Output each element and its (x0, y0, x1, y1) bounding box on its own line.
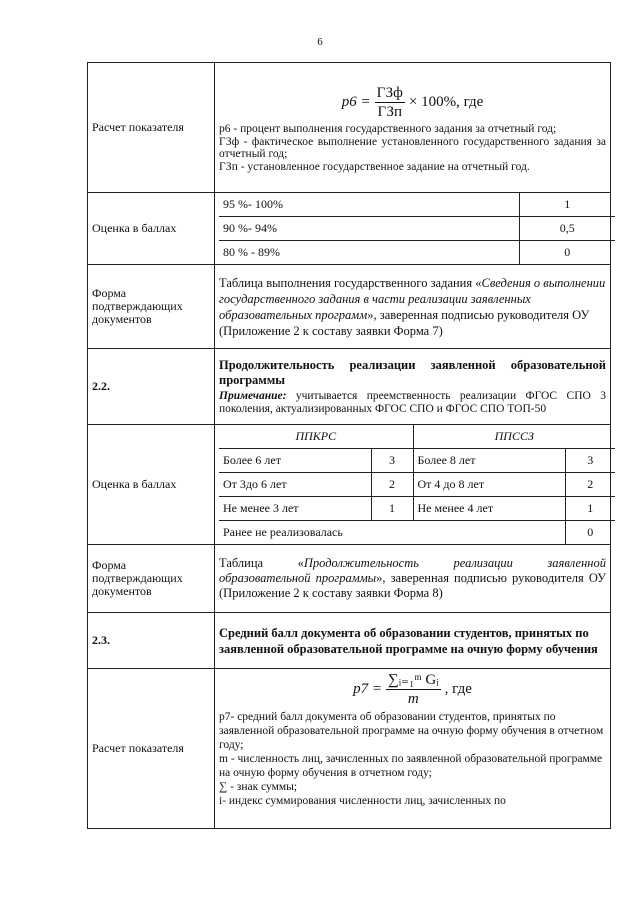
duration-score: 3 (371, 449, 413, 473)
table-row (88, 425, 611, 545)
row-label: Расчет показателя (88, 669, 215, 829)
doc-title: Продолжительность реализации заявленной образовательной программы (219, 556, 606, 585)
criteria-table (87, 62, 611, 829)
table-row (219, 521, 615, 545)
note-label: Примечание: (219, 390, 287, 402)
section-title: Продолжительность реализации заявленной образовательной программы (219, 358, 606, 387)
definition-line: m - численность лиц, зачисленных по заявленной образовательной программе на очную форму обучения в отчетном году; (219, 753, 603, 779)
formula-numerator: ∑ᵢ₌₁ᵐ Gᵢ (388, 672, 439, 688)
grades-table (219, 193, 615, 264)
doc-text: », заверенная подписью руководителя ОУ (Приложение 2 к составу заявки Форма 7) (219, 307, 590, 338)
duration-score: 1 (371, 497, 413, 521)
table-row (88, 193, 611, 265)
formula-denominator: m (407, 691, 419, 707)
section-title: Средний балл документа об образовании студентов, принятых по заявленной образовательной программе на очную форму обучения (219, 625, 598, 656)
definition-line: i- индекс суммирования численности лиц, зачисленных по (219, 795, 506, 807)
duration-score: 3 (565, 449, 615, 473)
row-label: Форма подтверждающих документов (88, 265, 215, 349)
grade-range: 90 %- 94% (219, 217, 519, 241)
formula-denominator: ГЗп (377, 104, 403, 120)
never-score: 0 (565, 521, 615, 545)
table-row (219, 473, 615, 497)
doc-text: Таблица « (219, 556, 304, 570)
formula-cell (215, 63, 611, 193)
table-row (88, 545, 611, 613)
row-label: Оценка в баллах (88, 425, 215, 545)
table-row (219, 497, 615, 521)
documents-cell (215, 545, 611, 613)
formula-lhs: p7 = (353, 681, 382, 697)
row-label: Расчет показателя (88, 63, 215, 193)
formula-lhs: p6 = (341, 94, 371, 110)
duration-range: От 4 до 8 лет (413, 473, 565, 497)
table-row (88, 613, 611, 669)
grades-cell (215, 193, 611, 265)
section-number: 2.3. (88, 613, 215, 669)
duration-score: 2 (371, 473, 413, 497)
row-label: Оценка в баллах (88, 193, 215, 265)
duration-range: Не менее 4 лет (413, 497, 565, 521)
table-row (219, 449, 615, 473)
section-cell (215, 349, 611, 425)
definition-line: ∑ - знак суммы; (219, 781, 298, 793)
section-number: 2.2. (88, 349, 215, 425)
row-label: Форма подтверждающих документов (88, 545, 215, 613)
formula-rhs: × 100%, где (408, 94, 484, 110)
grade-score: 1 (519, 193, 615, 217)
table-row (88, 349, 611, 425)
grade-range: 95 %- 100% (219, 193, 519, 217)
definitions (219, 710, 606, 808)
duration-range: От 3до 6 лет (219, 473, 371, 497)
definition-line: ГЗп - установленное государственное задание на отчетный год. (219, 160, 530, 173)
table-row (219, 193, 615, 217)
duration-range: Более 8 лет (413, 449, 565, 473)
grade-range: 80 % - 89% (219, 241, 519, 265)
column-header: ППКРС (219, 425, 413, 449)
duration-range: Более 6 лет (219, 449, 371, 473)
duration-cell (215, 425, 611, 545)
note-text: учитывается преемственность реализации ФГОС СПО 3 поколения, актуализированных ФГОС СПО и ФГОС СПО ТОП-50 (219, 390, 606, 415)
doc-text: », заверенная подписью руководителя ОУ (Приложение 2 к составу заявки Форма 8) (219, 571, 607, 600)
table-row (88, 63, 611, 193)
page-number: 6 (317, 36, 323, 48)
doc-title: Сведения о выполнении государственного задания в части реализации заявленных образовательных программ (219, 275, 606, 322)
formula-numerator: ГЗф (376, 85, 403, 101)
duration-range: Не менее 3 лет (219, 497, 371, 521)
table-row (219, 241, 615, 265)
formula-fraction (375, 84, 405, 121)
table-row (88, 669, 611, 829)
grade-score: 0,5 (519, 217, 615, 241)
duration-score: 2 (565, 473, 615, 497)
section-note (219, 390, 606, 415)
never-implemented: Ранее не реализовалась (219, 521, 565, 545)
duration-table (219, 425, 615, 544)
column-header: ППССЗ (413, 425, 615, 449)
definitions (219, 123, 606, 173)
formula-p6 (219, 84, 606, 121)
grade-score: 0 (519, 241, 615, 265)
formula-cell (215, 669, 611, 829)
documents-cell (215, 265, 611, 349)
table-row (219, 217, 615, 241)
table-row (88, 265, 611, 349)
duration-score: 1 (565, 497, 615, 521)
doc-text: Таблица выполнения государственного задания « (219, 275, 482, 290)
definition-line: ГЗф - фактическое выполнение установленного государственного задания за отчетный год; (219, 135, 606, 160)
formula-p7 (219, 671, 606, 708)
definition-line: p7- средний балл документа об образовании студентов, принятых по заявленной образовательной программе на очную форму обучения в отчетном году; (219, 711, 604, 751)
formula-rhs: , где (444, 681, 472, 697)
section-cell (215, 613, 611, 669)
definition-line: p6 - процент выполнения государственного задания за отчетный год; (219, 123, 557, 135)
table-row (219, 425, 615, 449)
formula-fraction (386, 671, 441, 708)
